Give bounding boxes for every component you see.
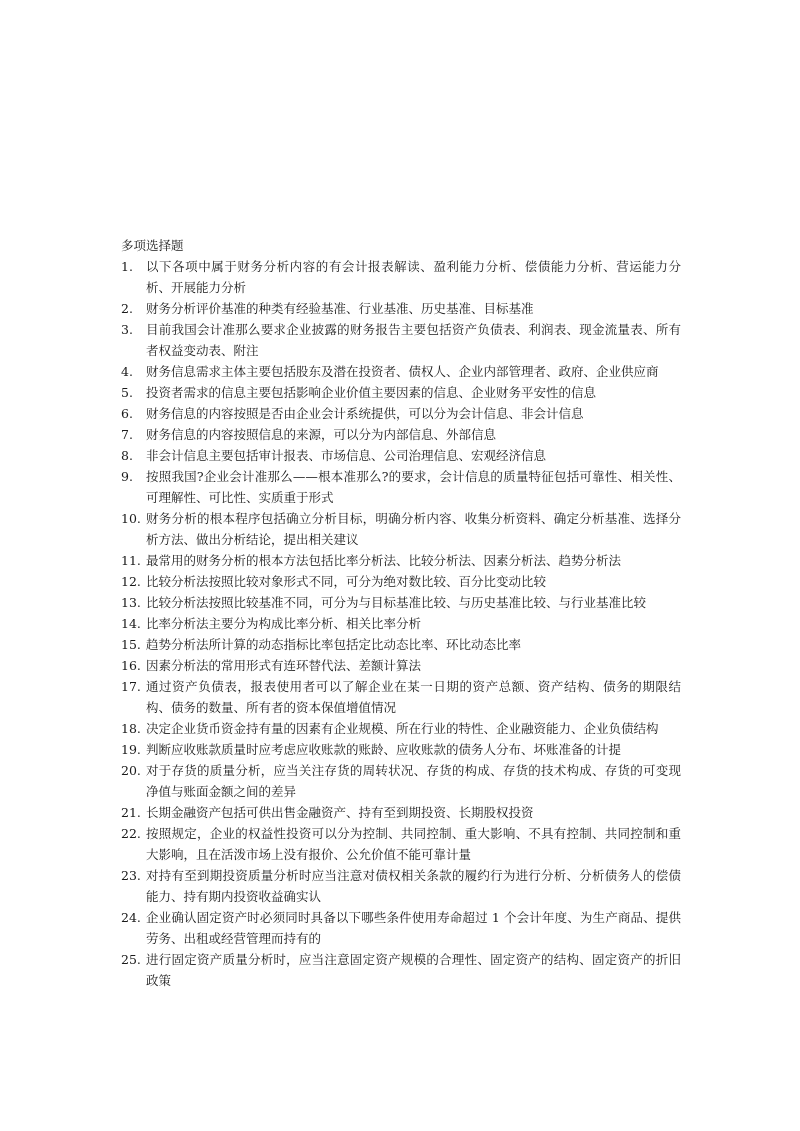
item-text: 按照我国?企业会计准那么——根本准那么?的要求，会计信息的质量特征包括可靠性、相关性、可理解性、可比性、实质重于形式 — [146, 469, 681, 505]
item-number: 8. — [121, 448, 133, 463]
item-text: 最常用的财务分析的根本方法包括比率分析法、比较分析法、因素分析法、趋势分析法 — [146, 553, 622, 568]
item-number: 21. — [121, 805, 141, 820]
list-item — [121, 739, 681, 760]
item-number: 23. — [121, 868, 141, 883]
item-text: 因素分析法的常用形式有连环替代法、差额计算法 — [146, 658, 422, 673]
list-item — [121, 655, 681, 676]
item-number: 2. — [121, 301, 133, 316]
section-heading: 多项选择题 — [121, 238, 184, 253]
item-number: 18. — [121, 721, 141, 736]
item-text: 决定企业货币资金持有量的因素有企业规模、所在行业的特性、企业融资能力、企业负债结构 — [146, 721, 659, 736]
document-content — [121, 236, 681, 991]
item-number: 10. — [121, 511, 141, 526]
list-item — [121, 592, 681, 613]
item-number: 3. — [121, 322, 133, 337]
list-item — [121, 424, 681, 445]
list-item — [121, 466, 681, 508]
item-number: 16. — [121, 658, 141, 673]
question-list — [121, 256, 681, 991]
item-text: 投资者需求的信息主要包括影响企业价值主要因素的信息、企业财务平安性的信息 — [146, 385, 597, 400]
item-text: 对持有至到期投资质量分析时应当注意对债权相关条款的履约行为进行分析、分析债务人的偿债能力、持有期内投资收益确实认 — [146, 868, 681, 904]
item-text: 目前我国会计准那么要求企业披露的财务报告主要包括资产负债表、利润表、现金流量表、所有者权益变动表、附注 — [146, 322, 681, 358]
item-number: 11. — [121, 553, 141, 568]
list-item — [121, 550, 681, 571]
list-item — [121, 949, 681, 991]
item-number: 12. — [121, 574, 141, 589]
item-text: 判断应收账款质量时应考虑应收账款的账龄、应收账款的债务人分布、坏账准备的计提 — [146, 742, 622, 757]
item-text: 对于存货的质量分析，应当关注存货的周转状况、存货的构成、存货的技术构成、存货的可变现净值与账面金额之间的差异 — [146, 763, 681, 799]
list-item — [121, 445, 681, 466]
item-number: 9. — [121, 469, 133, 484]
list-item — [121, 865, 681, 907]
item-number: 20. — [121, 763, 141, 778]
item-text: 企业确认固定资产时必须同时具备以下哪些条件使用寿命超过 1 个会计年度、为生产商品、提供劳务、出租或经营管理而持有的 — [146, 910, 681, 946]
list-item — [121, 508, 681, 550]
item-text: 趋势分析法所计算的动态指标比率包括定比动态比率、环比动态比率 — [146, 637, 522, 652]
item-number: 7. — [121, 427, 133, 442]
item-text: 比率分析法主要分为构成比率分析、相关比率分析 — [146, 616, 422, 631]
item-text: 按照规定，企业的权益性投资可以分为控制、共同控制、重大影响、不具有控制、共同控制和重大影响，且在活泼市场上没有报价、公允价值不能可靠计量 — [146, 826, 681, 862]
item-text: 财务分析评价基准的种类有经验基准、行业基准、历史基准、目标基准 — [146, 301, 534, 316]
item-number: 1. — [121, 259, 133, 274]
item-number: 4. — [121, 364, 133, 379]
item-text: 以下各项中属于财务分析内容的有会计报表解读、盈利能力分析、偿债能力分析、营运能力分析、开展能力分析 — [146, 259, 681, 295]
item-number: 5. — [121, 385, 133, 400]
item-text: 比较分析法按照比较对象形式不同，可分为绝对数比较、百分比变动比较 — [146, 574, 547, 589]
list-item — [121, 361, 681, 382]
list-item — [121, 676, 681, 718]
list-item — [121, 718, 681, 739]
item-text: 通过资产负债表，报表使用者可以了解企业在某一日期的资产总额、资产结构、债务的期限结构、债务的数量、所有者的资本保值增值情况 — [146, 679, 681, 715]
list-item — [121, 298, 681, 319]
item-text: 长期金融资产包括可供出售金融资产、持有至到期投资、长期股权投资 — [146, 805, 534, 820]
item-number: 14. — [121, 616, 141, 631]
list-item — [121, 802, 681, 823]
item-number: 6. — [121, 406, 133, 421]
item-number: 25. — [121, 952, 141, 967]
list-item — [121, 571, 681, 592]
list-item — [121, 907, 681, 949]
item-number: 15. — [121, 637, 141, 652]
list-item — [121, 256, 681, 298]
list-item — [121, 382, 681, 403]
item-number: 22. — [121, 826, 141, 841]
list-item — [121, 319, 681, 361]
list-item — [121, 634, 681, 655]
item-text: 财务信息的内容按照信息的来源，可以分为内部信息、外部信息 — [146, 427, 497, 442]
item-number: 24. — [121, 910, 141, 925]
list-item — [121, 823, 681, 865]
item-number: 19. — [121, 742, 141, 757]
item-text: 比较分析法按照比较基准不同，可分为与目标基准比较、与历史基准比较、与行业基准比较 — [146, 595, 647, 610]
list-item — [121, 760, 681, 802]
item-number: 13. — [121, 595, 141, 610]
item-text: 非会计信息主要包括审计报表、市场信息、公司治理信息、宏观经济信息 — [146, 448, 547, 463]
item-number: 17. — [121, 679, 141, 694]
item-text: 财务信息的内容按照是否由企业会计系统提供，可以分为会计信息、非会计信息 — [146, 406, 584, 421]
item-text: 财务信息需求主体主要包括股东及潜在投资者、债权人、企业内部管理者、政府、企业供应商 — [146, 364, 659, 379]
list-item — [121, 613, 681, 634]
list-item — [121, 403, 681, 424]
item-text: 进行固定资产质量分析时，应当注意固定资产规模的合理性、固定资产的结构、固定资产的折旧政策 — [146, 952, 681, 988]
item-text: 财务分析的根本程序包括确立分析目标，明确分析内容、收集分析资料、确定分析基准、选择分析方法、做出分析结论，提出相关建议 — [146, 511, 681, 547]
